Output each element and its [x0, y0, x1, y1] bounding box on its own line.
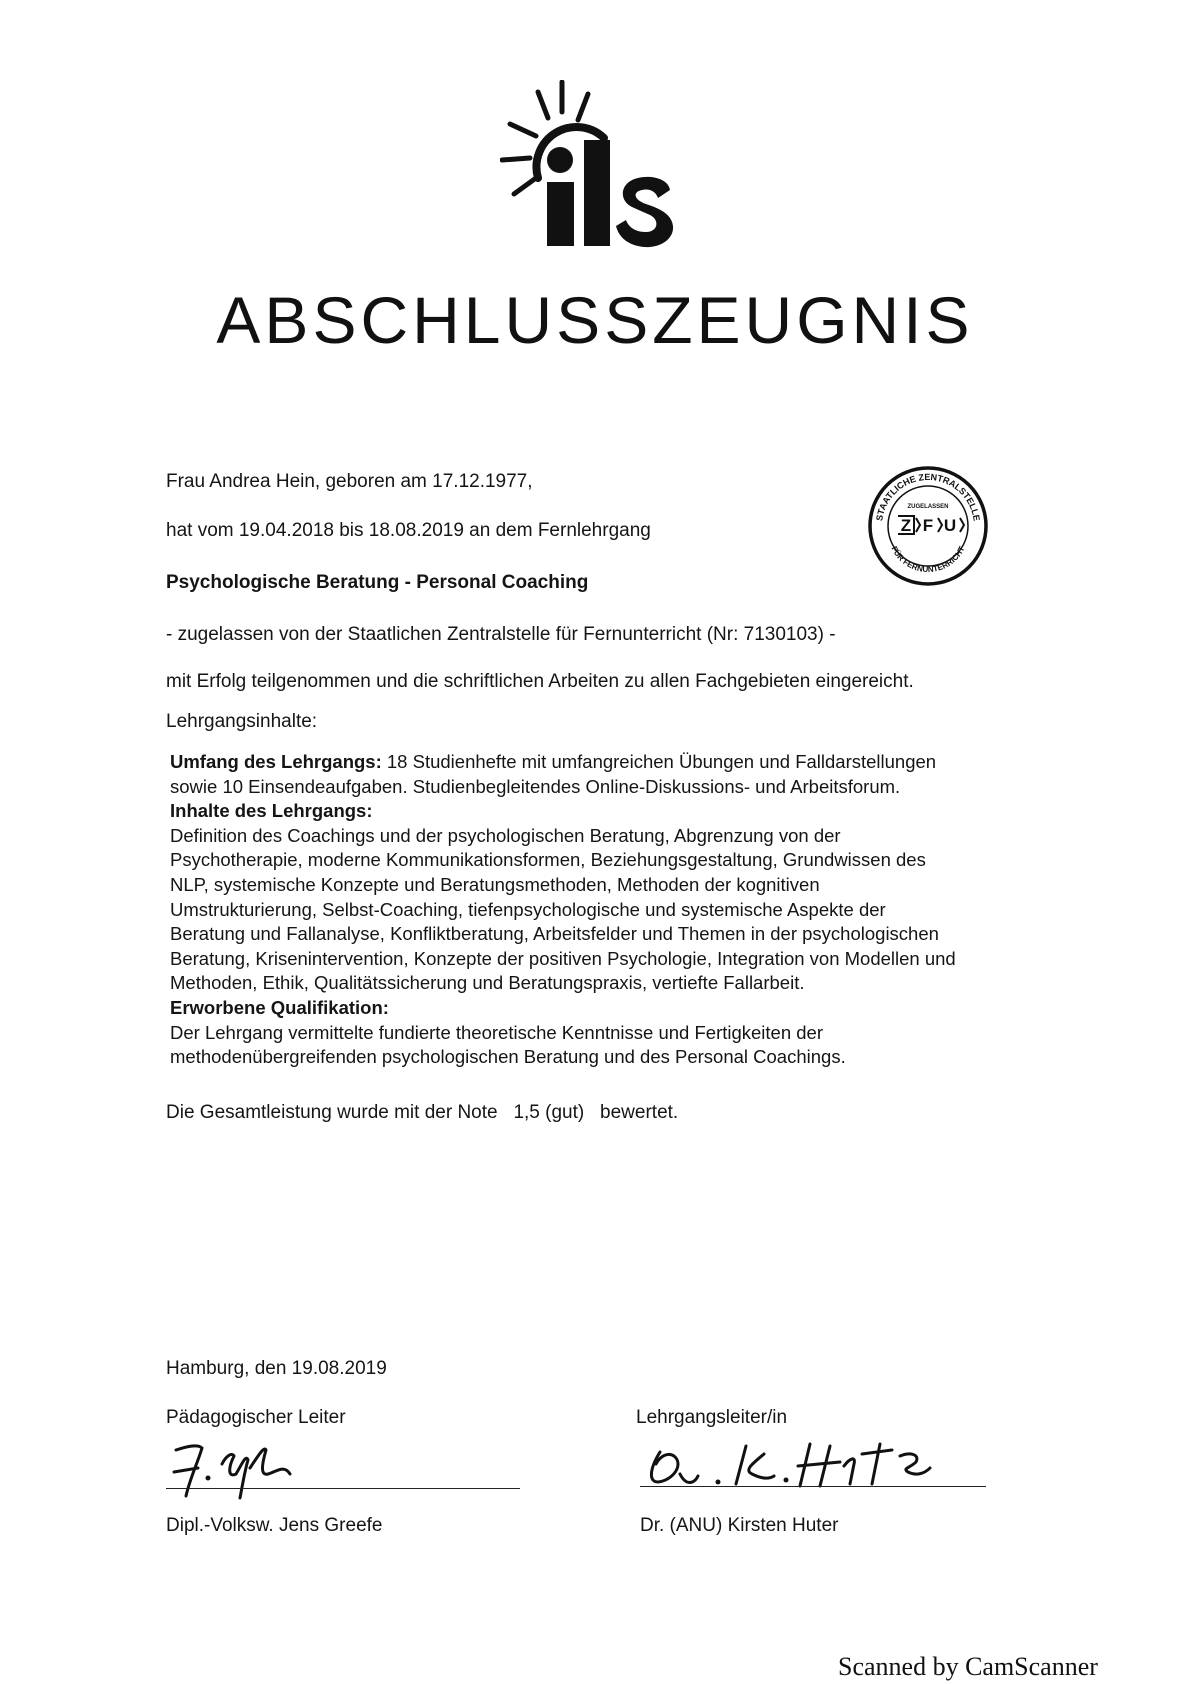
- qualification-heading: Erworbene Qualifikation:: [170, 996, 389, 1018]
- contents-line: Beratung und Fallanalyse, Konfliktberatung, Arbeitsfelder und Themen in der psychologischen: [170, 923, 939, 945]
- right-signer-name: Dr. (ANU) Kirsten Huter: [640, 1515, 839, 1536]
- left-signature-line: [166, 1488, 520, 1489]
- seal-letter-z: Z: [900, 516, 912, 535]
- grade-suffix: bewertet.: [600, 1102, 679, 1123]
- period-line: hat vom 19.04.2018 bis 18.08.2019 an dem Fernlehrgang: [166, 520, 651, 541]
- course-details: [170, 750, 1090, 1070]
- left-signature: [168, 1434, 298, 1510]
- right-signature-line: [640, 1486, 986, 1487]
- grade-prefix: Die Gesamtleistung wurde mit der Note: [166, 1102, 498, 1123]
- seal-inner-top: ZUGELASSEN: [907, 504, 949, 510]
- grade-line: [166, 1101, 678, 1125]
- handwritten-signature-icon: [640, 1434, 970, 1494]
- completion-line: mit Erfolg teilgenommen und die schriftlichen Arbeiten zu allen Fachgebieten eingereicht.: [166, 671, 914, 692]
- left-signer-name: Dipl.-Volksw. Jens Greefe: [166, 1515, 383, 1536]
- right-signature: [640, 1434, 970, 1494]
- contents-label: Lehrgangsinhalte:: [166, 711, 318, 732]
- qualification-line: Der Lehrgang vermittelte fundierte theoretische Kenntnisse und Fertigkeiten der: [170, 1021, 824, 1043]
- handwritten-signature-icon: [168, 1434, 298, 1510]
- svg-text:FÜR FERNUNTERRICHT: [889, 545, 966, 574]
- contents-line: Umstrukturierung, Selbst-Coaching, tiefenpsychologische und systemische Aspekte der: [170, 898, 886, 920]
- scope-heading: Umfang des Lehrgangs:: [170, 751, 382, 772]
- scanner-watermark: Scanned by CamScanner: [838, 1652, 1098, 1681]
- document-title: ABSCHLUSSZEUGNIS: [216, 283, 974, 357]
- ils-logo: [500, 80, 690, 260]
- seal-letter-f: F: [922, 516, 934, 535]
- qualification-line: methodenübergreifenden psychologischen Beratung und des Personal Coachings.: [170, 1046, 846, 1068]
- seal-bottom-arc: FÜR FERNUNTERRICHT: [889, 544, 967, 575]
- approval-line: - zugelassen von der Staatlichen Zentralstelle für Fernunterricht (Nr: 7130103) -: [166, 624, 836, 645]
- sun-logo-icon: [500, 80, 690, 260]
- zfu-seal-icon: [864, 462, 992, 590]
- contents-line: Definition des Coachings und der psychologischen Beratung, Abgrenzung von der: [170, 824, 841, 846]
- contents-line: Beratung, Krisenintervention, Konzepte der positiven Psychologie, Integration von Modellen und: [170, 947, 956, 969]
- scope-line-1: [170, 750, 1090, 775]
- contents-line: Methoden, Ethik, Qualitätssicherung und Beratungspraxis, vertiefte Fallarbeit.: [170, 972, 805, 994]
- contents-line: Psychotherapie, moderne Kommunikationsformen, Beziehungsgestaltung, Grundwissen des: [170, 849, 926, 871]
- scope-text-1: 18 Studienhefte mit umfangreichen Übungen und Falldarstellungen: [386, 751, 937, 772]
- grade-value: 1,5 (gut): [513, 1102, 585, 1123]
- seal-top-arc: STAATLICHE ZENTRALSTELLE: [874, 471, 982, 522]
- contents-line: NLP, systemische Konzepte und Beratungsmethoden, Methoden der kognitiven: [170, 873, 820, 895]
- seal-letter-u: U: [943, 516, 957, 535]
- zfu-seal: [864, 462, 992, 590]
- left-signer-role: Pädagogischer Leiter: [166, 1407, 346, 1428]
- contents-heading: Inhalte des Lehrgangs:: [170, 800, 373, 822]
- recipient-line: Frau Andrea Hein, geboren am 17.12.1977,: [166, 471, 533, 492]
- right-signer-role: Lehrgangsleiter/in: [636, 1407, 788, 1428]
- place-date: Hamburg, den 19.08.2019: [166, 1358, 387, 1379]
- course-title: Psychologische Beratung - Personal Coaching: [166, 572, 589, 593]
- scope-text-2: sowie 10 Einsendeaufgaben. Studienbegleitendes Online-Diskussions- und Arbeitsforum.: [170, 775, 901, 797]
